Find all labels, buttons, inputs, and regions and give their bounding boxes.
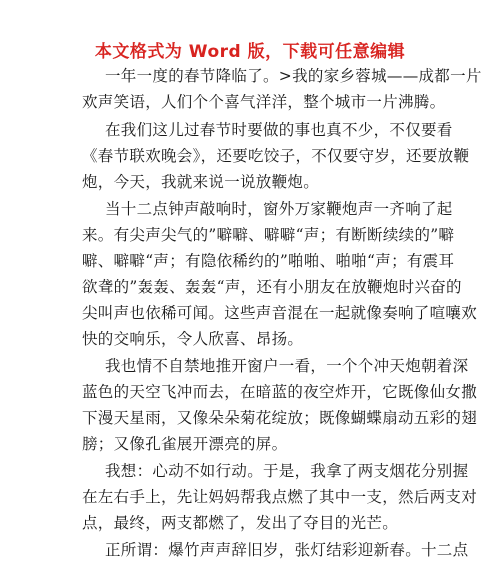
text-line: 尖叫声也依稀可闻。这些声音混在一起就像奏响了喧嚷欢	[82, 304, 478, 322]
text-line: 在我们这儿过春节时要做的事也真不少，不仅要看	[105, 121, 453, 139]
text-line: 当十二点钟声敲响时，窗外万家鞭炮声一齐响了起	[105, 200, 453, 218]
text-line: 噼、噼噼“声；有隐依稀约的”啪啪、啪啪“声；有震耳	[82, 252, 455, 270]
text-line: 膀；又像孔雀展开漂亮的屏。	[82, 435, 288, 453]
text-line: 蓝色的天空飞冲而去，在暗蓝的夜空炸开，它既像仙女撒	[82, 383, 478, 401]
text-line: 炮，今天，我就来说一说放鞭炮。	[82, 173, 320, 191]
text-line: 我想：心动不如行动。于是，我拿了两支烟花分别握	[105, 462, 469, 480]
text-line: 欲聋的”轰轰、轰轰“声，还有小朋友在放鞭炮时兴奋的	[82, 278, 462, 296]
text-line: 快的交响乐，令人欣喜、昂扬。	[82, 330, 304, 348]
text-line: 一年一度的春节降临了。>我的家乡蓉城——成都一片	[105, 67, 482, 85]
text-line: 欢声笑语，人们个个喜气洋洋，整个城市一片沸腾。	[82, 93, 446, 111]
document-title: 本文格式为 Word 版，下载可任意编辑	[94, 42, 406, 62]
text-line: 下漫天星雨，又像朵朵菊花绽放；既像蝴蝶扇动五彩的翅	[82, 409, 478, 427]
text-line: 《春节联欢晚会》，还要吃饺子，不仅要守岁，还要放鞭	[82, 147, 470, 165]
text-line: 正所谓：爆竹声声辞旧岁，张灯结彩迎新春。十二点	[105, 541, 469, 559]
text-line: 我也情不自禁地推开窗户一看，一个个冲天炮朝着深	[105, 357, 469, 375]
text-line: 来。有尖声尖气的”噼噼、噼噼“声；有断断续续的”噼	[82, 226, 455, 244]
text-line: 在左右手上，先让妈妈帮我点燃了其中一支，然后两支对	[82, 488, 478, 506]
text-line: 点，最终，两支都燃了，发出了夺目的光芒。	[82, 514, 399, 532]
